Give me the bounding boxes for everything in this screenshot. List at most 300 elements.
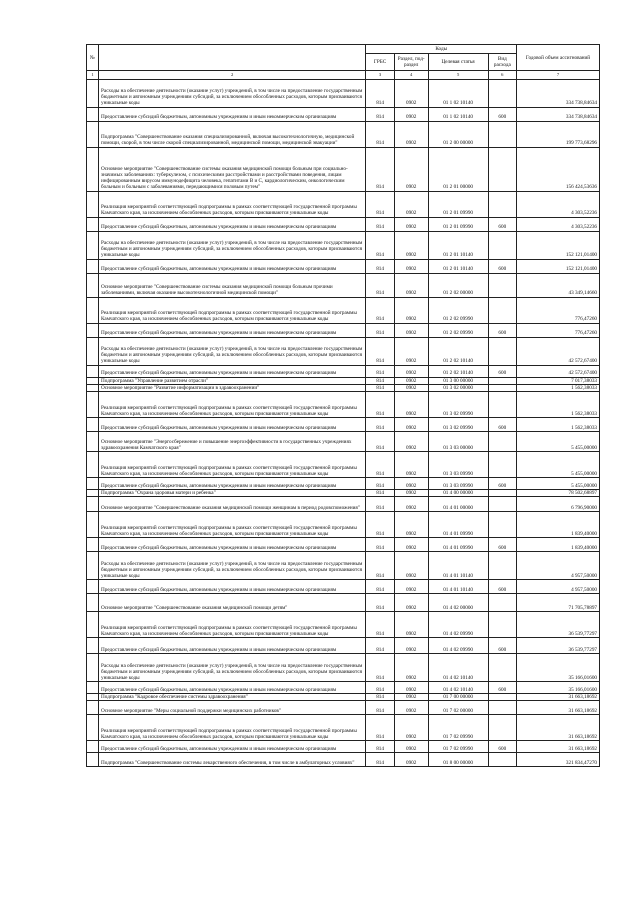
table-row: [87, 231, 600, 259]
amount-cell: 78 502,68897: [517, 489, 600, 496]
target-header: Целевая статья: [428, 54, 488, 71]
amount-header: Годовой объем ассигнований: [517, 45, 600, 71]
row-name-cell: Предоставление субсидий бюджетным, автономным учреждениям и иным некоммерческим организациям: [99, 537, 366, 551]
col-index: 2: [99, 71, 366, 79]
row-number-cell: [87, 365, 99, 377]
kind-cell: [488, 693, 516, 700]
table-row: [87, 701, 600, 715]
kind-cell: [488, 611, 516, 637]
amount-cell: 156 424,53636: [517, 147, 600, 191]
kind-cell: [488, 653, 516, 681]
amount-cell: 334 738,84634: [517, 107, 600, 121]
table-row: [87, 337, 600, 365]
grbs-cell: 814: [366, 753, 394, 767]
target-cell: 01 7 02 00000: [428, 701, 488, 715]
target-cell: 01 4 01 10140: [428, 551, 488, 579]
target-cell: 01 2 02 09990: [428, 297, 488, 323]
row-name-cell: Основное мероприятие "Совершенствование системы оказания медицинской помощи больным прочими заболеваниями, включая оказание высокотехнологичной медицинской помощи": [99, 273, 366, 297]
row-number-cell: [87, 451, 99, 477]
col-index: 1: [87, 71, 99, 79]
kind-header: Вид расхода: [488, 54, 516, 71]
grbs-cell: 814: [366, 365, 394, 377]
grbs-cell: 814: [366, 637, 394, 653]
row-number-cell: [87, 693, 99, 700]
row-name-cell: Реализация мероприятий соответствующей подпрограммы в рамках соответствующей государственной программы Камчатского края, за исключением обособленных расходов, которым присваиваются уникальные коды: [99, 451, 366, 477]
table-row: [87, 511, 600, 537]
grbs-cell: 814: [366, 147, 394, 191]
section-cell: 0902: [394, 259, 428, 273]
target-cell: 01 2 01 09990: [428, 191, 488, 217]
grbs-cell: 814: [366, 593, 394, 611]
amount-cell: 1 839,40000: [517, 537, 600, 551]
amount-cell: 4 303,52236: [517, 217, 600, 231]
row-number-cell: [87, 121, 99, 147]
row-name-cell: Подпрограмма "Кадровое обеспечение системы здравоохранения": [99, 693, 366, 700]
amount-cell: 42 572,67400: [517, 365, 600, 377]
table-row: [87, 681, 600, 693]
table-row: [87, 579, 600, 593]
kind-cell: 600: [488, 477, 516, 489]
section-cell: 0902: [394, 384, 428, 391]
amount-cell: 31 663,18692: [517, 693, 600, 700]
row-number-cell: [87, 391, 99, 417]
target-cell: 01 4 02 10140: [428, 681, 488, 693]
row-name-cell: Предоставление субсидий бюджетным, автономным учреждениям и иным некоммерческим организациям: [99, 637, 366, 653]
target-cell: 01 4 02 00000: [428, 593, 488, 611]
target-cell: 01 2 02 00000: [428, 273, 488, 297]
grbs-cell: 814: [366, 107, 394, 121]
row-number-cell: [87, 537, 99, 551]
grbs-cell: 814: [366, 417, 394, 431]
table-row: [87, 79, 600, 107]
amount-cell: 35 166,01600: [517, 681, 600, 693]
grbs-cell: 814: [366, 579, 394, 593]
amount-cell: 4 303,52236: [517, 191, 600, 217]
grbs-cell: 814: [366, 551, 394, 579]
target-cell: 01 2 02 10140: [428, 337, 488, 365]
kind-cell: [488, 551, 516, 579]
table-row: [87, 147, 600, 191]
kind-cell: [488, 489, 516, 496]
kind-cell: [488, 79, 516, 107]
col-index: 5: [428, 71, 488, 79]
row-number-cell: [87, 741, 99, 753]
amount-cell: 1 562,38033: [517, 391, 600, 417]
table-row: [87, 107, 600, 121]
target-cell: 01 2 01 10140: [428, 231, 488, 259]
table-row: [87, 391, 600, 417]
kind-cell: [488, 384, 516, 391]
target-cell: 01 1 02 10140: [428, 107, 488, 121]
grbs-cell: 814: [366, 611, 394, 637]
row-number-cell: [87, 511, 99, 537]
grbs-cell: 814: [366, 489, 394, 496]
row-number-cell: [87, 337, 99, 365]
table-row: [87, 693, 600, 700]
section-cell: 0902: [394, 431, 428, 451]
grbs-cell: 814: [366, 451, 394, 477]
row-name-cell: Подпрограмма "Охрана здоровья матери и ребенка": [99, 489, 366, 496]
row-name-cell: Реализация мероприятий соответствующей подпрограммы в рамках соответствующей государственной программы Камчатского края, за исключением обособленных расходов, которым присваиваются уникальные коды: [99, 391, 366, 417]
kind-cell: 600: [488, 681, 516, 693]
section-header: Раздел, под-раздел: [394, 54, 428, 71]
amount-cell: 776,47260: [517, 323, 600, 337]
kind-cell: [488, 593, 516, 611]
amount-cell: 321 834,47270: [517, 753, 600, 767]
amount-cell: 1 839,40000: [517, 511, 600, 537]
row-number-cell: [87, 107, 99, 121]
section-cell: 0902: [394, 147, 428, 191]
grbs-cell: 814: [366, 191, 394, 217]
row-number-cell: [87, 653, 99, 681]
target-cell: 01 4 01 10140: [428, 579, 488, 593]
row-name-cell: Предоставление субсидий бюджетным, автономным учреждениям и иным некоммерческим организациям: [99, 579, 366, 593]
target-cell: 01 7 02 09990: [428, 741, 488, 753]
row-number-cell: [87, 611, 99, 637]
amount-cell: 31 663,18692: [517, 741, 600, 753]
kind-cell: 600: [488, 217, 516, 231]
target-cell: 01 4 00 00000: [428, 489, 488, 496]
row-name-cell: Реализация мероприятий соответствующей подпрограммы в рамках соответствующей государственной программы Камчатского края, за исключением обособленных расходов, которым присваиваются уникальные коды: [99, 191, 366, 217]
row-name-cell: Основное мероприятие "Совершенствование оказания медицинской помощи женщинам в период родовспоможения": [99, 496, 366, 511]
amount-cell: 71 705,78897: [517, 593, 600, 611]
amount-cell: 152 121,01400: [517, 259, 600, 273]
amount-cell: 36 539,77297: [517, 637, 600, 653]
section-cell: 0902: [394, 496, 428, 511]
amount-cell: 43 349,14660: [517, 273, 600, 297]
target-cell: 01 4 01 09990: [428, 511, 488, 537]
grbs-cell: 814: [366, 121, 394, 147]
kind-cell: [488, 377, 516, 384]
col-index: 7: [517, 71, 600, 79]
target-cell: 01 4 02 10140: [428, 653, 488, 681]
row-name-cell: Реализация мероприятий соответствующей подпрограммы в рамках соответствующей государственной программы Камчатского края, за исключением обособленных расходов, которым присваиваются уникальные коды: [99, 297, 366, 323]
target-cell: 01 3 03 09990: [428, 451, 488, 477]
table-row: [87, 121, 600, 147]
table-row: [87, 715, 600, 741]
section-cell: 0902: [394, 537, 428, 551]
grbs-cell: 814: [366, 681, 394, 693]
kind-cell: [488, 753, 516, 767]
kind-cell: [488, 147, 516, 191]
row-name-cell: Расходы на обеспечение деятельности (оказание услуг) учреждений, в том числе на предоставление государственным бюджетным и автономным учреждениям субсидий, за исключением обособленных расходов, которым присваиваются уникальные коды: [99, 79, 366, 107]
table-row: [87, 384, 600, 391]
grbs-cell: 814: [366, 511, 394, 537]
amount-cell: 334 738,84634: [517, 79, 600, 107]
target-cell: 01 3 02 09990: [428, 391, 488, 417]
kind-cell: [488, 121, 516, 147]
section-cell: 0902: [394, 611, 428, 637]
target-cell: 01 4 02 09990: [428, 637, 488, 653]
no-header: №: [87, 45, 99, 71]
section-cell: 0902: [394, 653, 428, 681]
amount-cell: 1 562,38033: [517, 384, 600, 391]
row-name-cell: Основное мероприятие "Энергосбережение и повышение энергоэффективности в государственных учреждениях здравоохранения Камчатского края": [99, 431, 366, 451]
amount-cell: 6 796,90000: [517, 496, 600, 511]
grbs-cell: 814: [366, 79, 394, 107]
amount-cell: 7 017,38033: [517, 377, 600, 384]
grbs-cell: 814: [366, 537, 394, 551]
table-header: [87, 45, 600, 80]
row-name-cell: Предоставление субсидий бюджетным, автономным учреждениям и иным некоммерческим организациям: [99, 323, 366, 337]
target-cell: 01 1 02 10140: [428, 79, 488, 107]
target-cell: 01 7 02 09990: [428, 715, 488, 741]
kind-cell: [488, 337, 516, 365]
row-number-cell: [87, 323, 99, 337]
table-row: [87, 191, 600, 217]
amount-cell: 152 121,01400: [517, 231, 600, 259]
kind-cell: 600: [488, 741, 516, 753]
amount-cell: 36 539,77297: [517, 611, 600, 637]
section-cell: 0902: [394, 107, 428, 121]
section-cell: 0902: [394, 297, 428, 323]
target-cell: 01 7 00 00000: [428, 693, 488, 700]
kind-cell: 600: [488, 323, 516, 337]
grbs-cell: 814: [366, 259, 394, 273]
row-number-cell: [87, 384, 99, 391]
row-number-cell: [87, 417, 99, 431]
grbs-cell: 814: [366, 323, 394, 337]
row-name-cell: Основное мероприятие "Совершенствование оказания медицинской помощи детям": [99, 593, 366, 611]
grbs-cell: 814: [366, 273, 394, 297]
section-cell: 0902: [394, 693, 428, 700]
target-cell: 01 2 00 00000: [428, 121, 488, 147]
amount-cell: 42 572,67400: [517, 337, 600, 365]
table-row: [87, 217, 600, 231]
amount-cell: 4 957,50000: [517, 551, 600, 579]
table-row: [87, 496, 600, 511]
section-cell: 0902: [394, 391, 428, 417]
table-row: [87, 551, 600, 579]
grbs-cell: 814: [366, 391, 394, 417]
row-name-cell: Расходы на обеспечение деятельности (оказание услуг) учреждений, в том числе на предоставление государственным бюджетным и автономным учреждениям субсидий, за исключением обособленных расходов, которым присваиваются уникальные коды: [99, 551, 366, 579]
table-row: [87, 417, 600, 431]
table-row: [87, 489, 600, 496]
name-header: [99, 45, 366, 71]
row-number-cell: [87, 147, 99, 191]
row-number-cell: [87, 431, 99, 451]
section-cell: 0902: [394, 701, 428, 715]
section-cell: 0902: [394, 551, 428, 579]
kind-cell: [488, 701, 516, 715]
row-number-cell: [87, 489, 99, 496]
section-cell: 0902: [394, 273, 428, 297]
kind-cell: 600: [488, 637, 516, 653]
table-row: [87, 537, 600, 551]
table-row: [87, 477, 600, 489]
kind-cell: [488, 451, 516, 477]
row-name-cell: Предоставление субсидий бюджетным, автономным учреждениям и иным некоммерческим организациям: [99, 259, 366, 273]
grbs-cell: 814: [366, 741, 394, 753]
section-cell: 0902: [394, 593, 428, 611]
row-number-cell: [87, 551, 99, 579]
row-name-cell: Предоставление субсидий бюджетным, автономным учреждениям и иным некоммерческим организациям: [99, 477, 366, 489]
section-cell: 0902: [394, 753, 428, 767]
row-name-cell: Подпрограмма "Совершенствование оказания специализированной, включая высокотехнологичную, медицинской помощи, скорой, в том числе скорой специализированной, медицинской помощи, медицинской эвакуации": [99, 121, 366, 147]
table-row: [87, 741, 600, 753]
target-cell: 01 3 03 00000: [428, 431, 488, 451]
row-name-cell: Расходы на обеспечение деятельности (оказание услуг) учреждений, в том числе на предоставление государственным бюджетным и автономным учреждениям субсидий, за исключением обособленных расходов, которым присваиваются уникальные коды: [99, 231, 366, 259]
section-cell: 0902: [394, 377, 428, 384]
grbs-cell: 814: [366, 477, 394, 489]
kind-cell: 600: [488, 107, 516, 121]
kind-cell: 600: [488, 537, 516, 551]
section-cell: 0902: [394, 191, 428, 217]
target-cell: 01 4 01 09990: [428, 537, 488, 551]
grbs-cell: 814: [366, 715, 394, 741]
section-cell: 0902: [394, 451, 428, 477]
kind-cell: 600: [488, 365, 516, 377]
row-name-cell: Реализация мероприятий соответствующей подпрограммы в рамках соответствующей государственной программы Камчатского края, за исключением обособленных расходов, которым присваиваются уникальные коды: [99, 715, 366, 741]
table-row: [87, 637, 600, 653]
table-row: [87, 365, 600, 377]
section-cell: 0902: [394, 121, 428, 147]
section-cell: 0902: [394, 715, 428, 741]
table-row: [87, 273, 600, 297]
kind-cell: 600: [488, 259, 516, 273]
col-index: 6: [488, 71, 516, 79]
row-name-cell: Основное мероприятие "Совершенствование системы оказания медицинской помощи больным при социально-значимых заболеваниях: туберкулезом, с психическими расстройствами и расстройствами поведения, лицам инфицированным вирусом иммунодефицита человека, гепатитами В и С, кардиологическим, онкологическим больным и больным с заболеваниями, передающимися половым путем": [99, 147, 366, 191]
kind-cell: [488, 391, 516, 417]
row-name-cell: Предоставление субсидий бюджетным, автономным учреждениям и иным некоммерческим организациям: [99, 107, 366, 121]
section-cell: 0902: [394, 741, 428, 753]
table-row: [87, 259, 600, 273]
kind-cell: [488, 297, 516, 323]
grbs-cell: 814: [366, 231, 394, 259]
row-name-cell: Основное мероприятие "Меры социальной поддержки медицинских работников": [99, 701, 366, 715]
row-number-cell: [87, 217, 99, 231]
section-cell: 0902: [394, 477, 428, 489]
section-cell: 0902: [394, 217, 428, 231]
row-name-cell: Основное мероприятие "Развитие информатизации в здравоохранении": [99, 384, 366, 391]
amount-cell: 199 773,68296: [517, 121, 600, 147]
codes-header: Коды: [366, 45, 517, 54]
row-number-cell: [87, 637, 99, 653]
kind-cell: [488, 273, 516, 297]
kind-cell: [488, 431, 516, 451]
grbs-cell: 814: [366, 653, 394, 681]
section-cell: 0902: [394, 511, 428, 537]
table-row: [87, 451, 600, 477]
row-number-cell: [87, 701, 99, 715]
row-name-cell: Подпрограмма "Управление развитием отрасли": [99, 377, 366, 384]
row-name-cell: Предоставление субсидий бюджетным, автономным учреждениям и иным некоммерческим организациям: [99, 365, 366, 377]
target-cell: 01 2 02 09990: [428, 323, 488, 337]
kind-cell: 600: [488, 579, 516, 593]
column-index-row: [87, 71, 600, 79]
row-name-cell: Реализация мероприятий соответствующей подпрограммы в рамках соответствующей государственной программы Камчатского края, за исключением обособленных расходов, которым присваиваются уникальные коды: [99, 611, 366, 637]
row-name-cell: Расходы на обеспечение деятельности (оказание услуг) учреждений, в том числе на предоставление государственным бюджетным и автономным учреждениям субсидий, за исключением обособленных расходов, которым присваиваются уникальные коды: [99, 337, 366, 365]
grbs-cell: 814: [366, 431, 394, 451]
table-row: [87, 593, 600, 611]
amount-cell: 31 663,18692: [517, 701, 600, 715]
amount-cell: 1 562,38033: [517, 417, 600, 431]
row-name-cell: Расходы на обеспечение деятельности (оказание услуг) учреждений, в том числе на предоставление государственным бюджетным и автономным учреждениям субсидий, за исключением обособленных расходов, которым присваиваются уникальные коды: [99, 653, 366, 681]
section-cell: 0902: [394, 417, 428, 431]
grbs-cell: 814: [366, 377, 394, 384]
kind-cell: [488, 231, 516, 259]
budget-table: [86, 44, 600, 767]
amount-cell: 5 455,00000: [517, 431, 600, 451]
row-number-cell: [87, 273, 99, 297]
row-name-cell: Предоставление субсидий бюджетным, автономным учреждениям и иным некоммерческим организациям: [99, 217, 366, 231]
grbs-cell: 814: [366, 693, 394, 700]
amount-cell: 776,47260: [517, 297, 600, 323]
row-number-cell: [87, 681, 99, 693]
table-row: [87, 753, 600, 767]
target-cell: 01 3 00 00000: [428, 377, 488, 384]
col-index: 3: [366, 71, 394, 79]
target-cell: 01 8 00 00000: [428, 753, 488, 767]
row-name-cell: Реализация мероприятий соответствующей подпрограммы в рамках соответствующей государственной программы Камчатского края, за исключением обособленных расходов, которым присваиваются уникальные коды: [99, 511, 366, 537]
table-row: [87, 297, 600, 323]
grbs-cell: 814: [366, 496, 394, 511]
row-name-cell: Подпрограмма "Совершенствование системы лекарственного обеспечения, в том числе в амбулаторных условиях": [99, 753, 366, 767]
table-row: [87, 611, 600, 637]
grbs-cell: 814: [366, 337, 394, 365]
grbs-cell: 814: [366, 217, 394, 231]
section-cell: 0902: [394, 337, 428, 365]
grbs-header: ГРБС: [366, 54, 394, 71]
section-cell: 0902: [394, 323, 428, 337]
target-cell: 01 2 01 10140: [428, 259, 488, 273]
section-cell: 0902: [394, 637, 428, 653]
kind-cell: [488, 496, 516, 511]
target-cell: 01 3 02 00000: [428, 384, 488, 391]
col-index: 4: [394, 71, 428, 79]
section-cell: 0902: [394, 681, 428, 693]
amount-cell: 35 166,01600: [517, 653, 600, 681]
section-cell: 0902: [394, 579, 428, 593]
row-number-cell: [87, 297, 99, 323]
target-cell: 01 4 01 00000: [428, 496, 488, 511]
target-cell: 01 4 02 09990: [428, 611, 488, 637]
target-cell: 01 3 03 09990: [428, 477, 488, 489]
kind-cell: 600: [488, 417, 516, 431]
target-cell: 01 3 02 09990: [428, 417, 488, 431]
target-cell: 01 2 01 09990: [428, 217, 488, 231]
amount-cell: 5 455,00000: [517, 477, 600, 489]
section-cell: 0902: [394, 79, 428, 107]
kind-cell: [488, 511, 516, 537]
row-number-cell: [87, 377, 99, 384]
table-row: [87, 653, 600, 681]
grbs-cell: 814: [366, 701, 394, 715]
table-row: [87, 431, 600, 451]
grbs-cell: 814: [366, 384, 394, 391]
kind-cell: [488, 715, 516, 741]
table-row: [87, 323, 600, 337]
amount-cell: 5 455,00000: [517, 451, 600, 477]
row-number-cell: [87, 496, 99, 511]
section-cell: 0902: [394, 231, 428, 259]
table-row: [87, 377, 600, 384]
row-name-cell: Предоставление субсидий бюджетным, автономным учреждениям и иным некоммерческим организациям: [99, 417, 366, 431]
table-body: [87, 79, 600, 767]
row-number-cell: [87, 593, 99, 611]
row-number-cell: [87, 259, 99, 273]
row-number-cell: [87, 715, 99, 741]
kind-cell: [488, 191, 516, 217]
row-number-cell: [87, 477, 99, 489]
section-cell: 0902: [394, 489, 428, 496]
row-name-cell: Предоставление субсидий бюджетным, автономным учреждениям и иным некоммерческим организациям: [99, 681, 366, 693]
row-number-cell: [87, 231, 99, 259]
row-number-cell: [87, 191, 99, 217]
row-number-cell: [87, 579, 99, 593]
grbs-cell: 814: [366, 297, 394, 323]
target-cell: 01 2 01 00000: [428, 147, 488, 191]
